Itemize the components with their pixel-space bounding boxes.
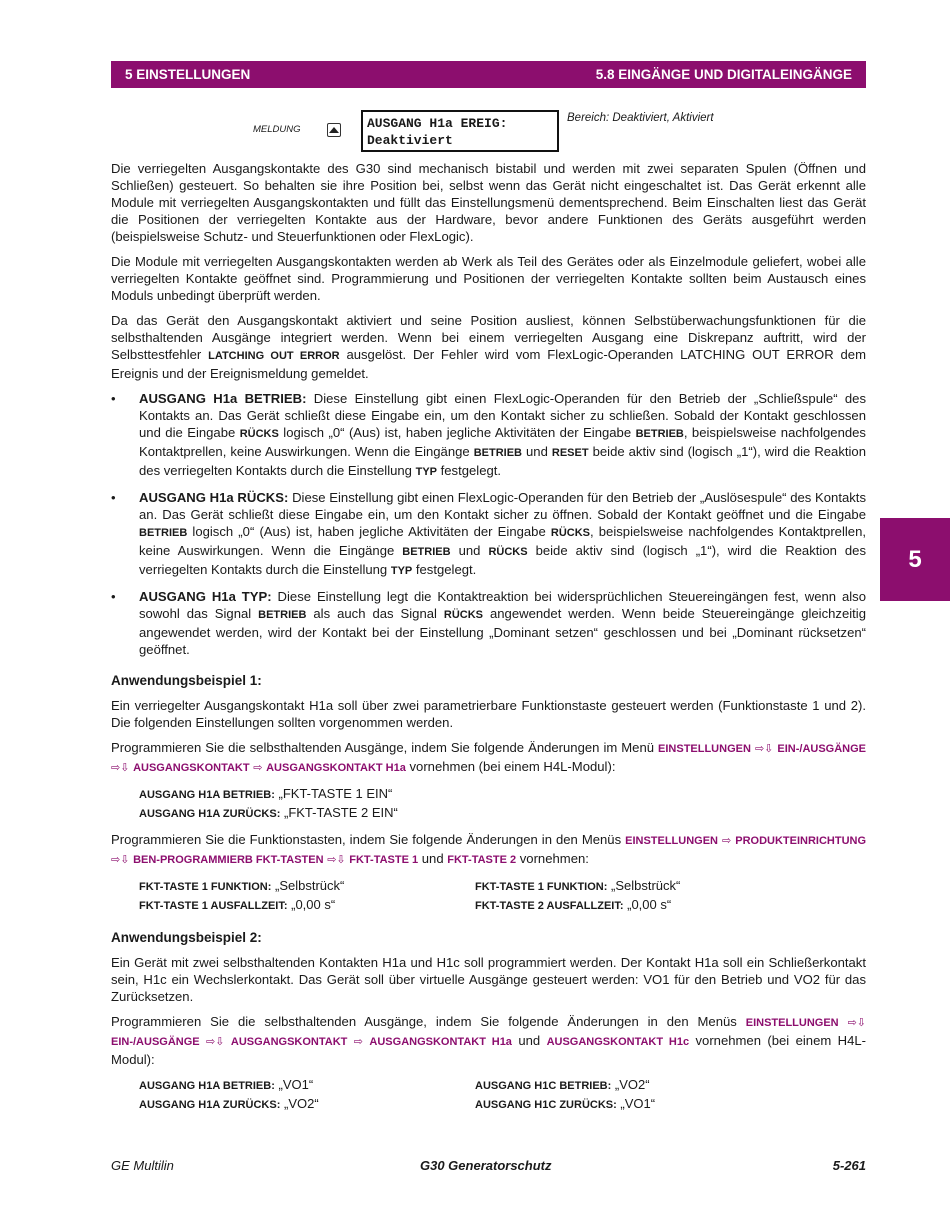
paragraph: Ein verriegelter Ausgangskontakt H1a soll über zwei parametrierbare Funktionstaste gesteuert werden (Funktionstaste 1 und 2). Die folgenden Einstellungen sollten vorgenommen werden.	[111, 698, 866, 730]
paragraph: Ein Gerät mit zwei selbsthaltenden Kontakten H1a und H1c soll programmiert werden. Der Kontakt H1a soll ein Schließerkontakt sein, H1c ein Wechslerkontakt. Das Gerät soll über virtuelle Ausgänge gesteuert werden: VO1 für den Betrieb und VO2 für das Zurücksetzen.	[111, 955, 866, 1004]
bullet-title: AUSGANG H1a TYP:	[139, 589, 272, 604]
footer-left: GE Multilin	[111, 1158, 174, 1173]
display-line-1: AUSGANG H1a EREIG:	[367, 116, 508, 131]
up-arrow-icon	[327, 123, 341, 137]
setting-grid: FKT-TASTE 1 FUNKTION: „Selbstrück“ FKT-TASTE 1 FUNKTION: „Selbstrück“ FKT-TASTE 1 AUSFALLZEIT: „0,00 s“ FKT-TASTE 2 AUSFALLZEIT: „0,00 s“	[139, 878, 681, 912]
menu-path-paragraph: Programmieren Sie die Funktionstasten, indem Sie folgende Änderungen in den Menüs EINSTELLUNGEN ⇨ PRODUKTEINRICHTUNG ⇨⇩ BEN-PROGRAMMIERB FKT-TASTEN ⇨⇩ FKT-TASTE 1 und FKT-TASTE 2 vornehmen:	[111, 832, 867, 866]
section-title: 5.8 EINGÄNGE UND DIGITALEINGÄNGE	[595, 67, 852, 82]
body-text	[111, 160, 866, 1122]
footer-center: G30 Generatorschutz	[420, 1158, 552, 1173]
bullet-title: AUSGANG H1a BETRIEB:	[139, 391, 307, 406]
setting-list: AUSGANG H1A BETRIEB: „FKT-TASTE 1 EIN“ AUSGANG H1A ZURÜCKS: „FKT-TASTE 2 EIN“	[139, 786, 398, 820]
section-header-bar	[111, 61, 866, 88]
paragraph: Die Module mit verriegelten Ausgangskontakten werden ab Werk als Teil des Gerätes oder als Einzelmodule geliefert, wobei alle verriegelten Kontakte geöffnet sind. Programmierung und Positionen der verriegelten Kontakte sollten beim Austausch eines Moduls unbedingt überprüft werden.	[111, 254, 866, 303]
chapter-tab: 5	[880, 518, 950, 601]
chapter-title: 5 EINSTELLUNGEN	[125, 67, 251, 82]
page-number: 5-261	[832, 1158, 866, 1173]
lcd-display	[361, 110, 559, 152]
bullet-item: • AUSGANG H1a RÜCKS: Diese Einstellung gibt einen FlexLogic-Operanden für den Betrieb der „Auslösespule“ des Kontakts an. Das Gerät schließt diese Eingabe ein, um den Kontakt sicher zu öffnen. Sobald der Kontakt geöffnet und die Eingabe BETRIEB logisch „0“ (Aus) ist, haben jegliche Aktivitäten der Eingabe RÜCKS, beispielsweise nachfolgendes Kontaktprellen, keine Auswirkungen. Wenn die Eingänge BETRIEB und RÜCKS beide aktiv sind (logisch „1“), wird die Reaktion des verriegelten Kontakts durch die Einstellung TYP festgelegt.	[111, 490, 866, 577]
menu-path-paragraph: Programmieren Sie die selbsthaltenden Ausgänge, indem Sie folgende Änderungen in den Menüs EINSTELLUNGEN ⇨⇩ EIN-/AUSGÄNGE ⇨⇩ AUSGANGSKONTAKT ⇨ AUSGANGSKONTAKT H1a und AUSGANGSKONTAKT H1c vornehmen (bei einem H4L-Modul):	[111, 1014, 867, 1067]
bullet-item: • AUSGANG H1a BETRIEB: Diese Einstellung gibt einen FlexLogic-Operanden für den Betrieb der „Schließspule“ des Kontakts an. Das Gerät schließt diese Eingabe ein, um den Kontakt sicher zu schließen. Sobald der Kontakt geschlossen und die Eingabe RÜCKS logisch „0“ (Aus) ist, haben jegliche Aktivitäten der Eingabe BETRIEB, beispielsweise nachfolgendes Kontaktprellen, keine Auswirkungen. Wenn die Eingänge BETRIEB und RESET beide aktiv sind (logisch „1“), wird die Reaktion des verriegelten Kontakts durch die Einstellung TYP festgelegt.	[111, 391, 866, 478]
paragraph: Die verriegelten Ausgangskontakte des G30 sind mechanisch bistabil und werden mit zwei separaten Spulen (Öffnen und Schließen) gesteuert. So behalten sie ihre Position bei, selbst wenn das Gerät nicht eingeschaltet ist. Das Gerät erkennt alle Module mit verriegelten Ausgangskontakten und füllt das Einstellungsmenü dementsprechend. Beim Einschalten liest das Gerät die Positionen der verriegelten Kontakte aus der Hardware, bevor andere Funktionen des Geräts ausgeführt werden (beispielsweise Schutz- und Steuerfunktionen oder FlexLogic).	[111, 161, 866, 244]
bullet-title: AUSGANG H1a RÜCKS:	[139, 490, 289, 505]
message-label: MELDUNG	[253, 124, 301, 135]
example-heading: Anwendungsbeispiel 1:	[111, 673, 262, 688]
setting-grid: AUSGANG H1A BETRIEB: „VO1“ AUSGANG H1C BETRIEB: „VO2“ AUSGANG H1A ZURÜCKS: „VO2“ AUSGANG H1C ZURÜCKS: „VO1“	[139, 1077, 656, 1111]
bullet-item: • AUSGANG H1a TYP: Diese Einstellung legt die Kontaktreaktion bei widersprüchlichen Steuereingängen fest, wenn also sowohl das Signal BETRIEB als auch das Signal RÜCKS angewendet werden. Wenn beide Steuereingänge gleichzeitig angewendet werden, wird der Kontakt bei der Einstellung „Dominant setzen“ geschlossen und bei „Dominant rücksetzen“ geöffnet.	[111, 589, 866, 657]
setting-range: Bereich: Deaktiviert, Aktiviert	[567, 112, 714, 124]
display-line-2: Deaktiviert	[367, 133, 453, 148]
menu-path-paragraph: Programmieren Sie die selbsthaltenden Ausgänge, indem Sie folgende Änderungen im Menü EINSTELLUNGEN ⇨⇩ EIN-/AUSGÄNGE ⇨⇩ AUSGANGSKONTAKT ⇨ AUSGANGSKONTAKT H1a vornehmen (bei einem H4L-Modul):	[111, 740, 867, 774]
paragraph: Da das Gerät den Ausgangskontakt aktiviert und seine Position ausliest, können Selbstüberwachungsfunktionen für die selbsthaltenden Ausgänge integriert werden. Wenn bei einem verriegelten Ausgang eine Diskrepanz auftritt, wird der Selbsttestfehler LATCHING OUT ERROR ausgelöst. Der Fehler wird vom FlexLogic-Operanden LATCHING OUT ERROR dem Ereignis und der Ereignismeldung gemeldet.	[111, 313, 866, 381]
example-heading: Anwendungsbeispiel 2:	[111, 930, 262, 945]
